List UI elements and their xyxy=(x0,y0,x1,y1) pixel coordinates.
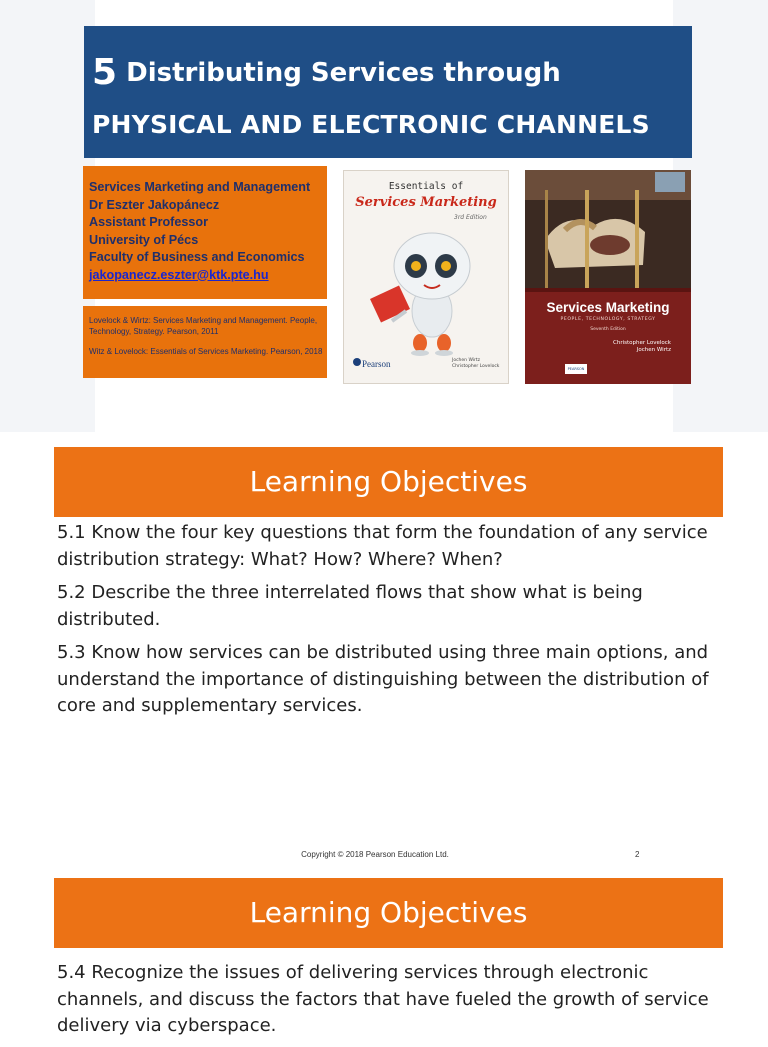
slide-title-line1 xyxy=(92,52,561,93)
author-faculty: Faculty of Business and Economics xyxy=(89,250,305,264)
book2-edition: Seventh Edition xyxy=(590,327,626,332)
book1-author: Christopher Lovelock xyxy=(452,364,500,369)
objectives-list xyxy=(57,960,737,1047)
reference-item: Lovelock & Wirtz: Services Marketing and Management. People, Technology, Strategy. Pearson, 2011 xyxy=(89,316,318,336)
pearson-logo: PEARSON xyxy=(565,364,587,374)
learning-objectives-slide-1 xyxy=(0,432,768,876)
book2-author: Jochen Wirtz xyxy=(636,347,671,353)
reference-item: Witz & Lovelock: Essentials of Services Marketing. Pearson, 2018 xyxy=(89,347,323,356)
title-slide xyxy=(0,0,768,432)
author-university: University of Pécs xyxy=(89,232,199,247)
course-name: Services Marketing and Management xyxy=(89,180,311,194)
section-heading: Learning Objectives xyxy=(54,878,723,948)
book-cover-services-marketing xyxy=(525,170,691,384)
references-box xyxy=(83,306,327,378)
objective-item: 5.1 Know the four key questions that form the foundation of any service distribution strategy: What? How? Where? When? xyxy=(57,522,708,570)
book1-authors xyxy=(452,358,499,370)
author-role: Assistant Professor xyxy=(89,215,208,229)
book1-edition: 3rd Edition xyxy=(454,214,487,221)
book2-authors xyxy=(613,340,671,354)
book1-top-text: Essentials of xyxy=(388,181,464,192)
book2-author: Christopher Lovelock xyxy=(613,340,671,346)
objectives-list xyxy=(57,520,737,727)
book-cover-essentials xyxy=(343,170,509,384)
chapter-number: 5 xyxy=(92,52,118,93)
author-email-link[interactable]: jakopanecz.eszter@ktk.pte.hu xyxy=(89,267,269,282)
slide-title-line2: PHYSICAL AND ELECTRONIC CHANNELS xyxy=(92,110,650,139)
objective-item: 5.2 Describe the three interrelated flows that show what is being distributed. xyxy=(57,582,643,630)
chapter-title: Distributing Services through xyxy=(126,58,561,88)
objective-item: 5.3 Know how services can be distributed using three main options, and understand the importance of distinguishing between the distribution of core and supplementary services. xyxy=(57,642,709,716)
learning-objectives-slide-2 xyxy=(0,876,768,1036)
author-info-box xyxy=(83,166,327,299)
book2-title: Services Marketing xyxy=(546,300,670,315)
section-heading: Learning Objectives xyxy=(54,447,723,517)
book1-publisher: Pearson xyxy=(362,359,391,369)
page-number: 2 xyxy=(635,850,640,859)
book1-author: Jochen Wirtz xyxy=(452,358,481,363)
copyright-footer: Copyright © 2018 Pearson Education Ltd. xyxy=(301,850,449,859)
objective-item: 5.4 Recognize the issues of delivering services through electronic channels, and discuss the factors that have fueled the growth of service delivery via cyberspace. xyxy=(57,962,709,1036)
book1-title: Services Marketing xyxy=(355,195,497,210)
title-banner xyxy=(84,26,692,158)
book2-subtitle: PEOPLE, TECHNOLOGY, STRATEGY xyxy=(560,317,656,322)
author-name: Dr Eszter Jakopánecz xyxy=(89,197,220,212)
